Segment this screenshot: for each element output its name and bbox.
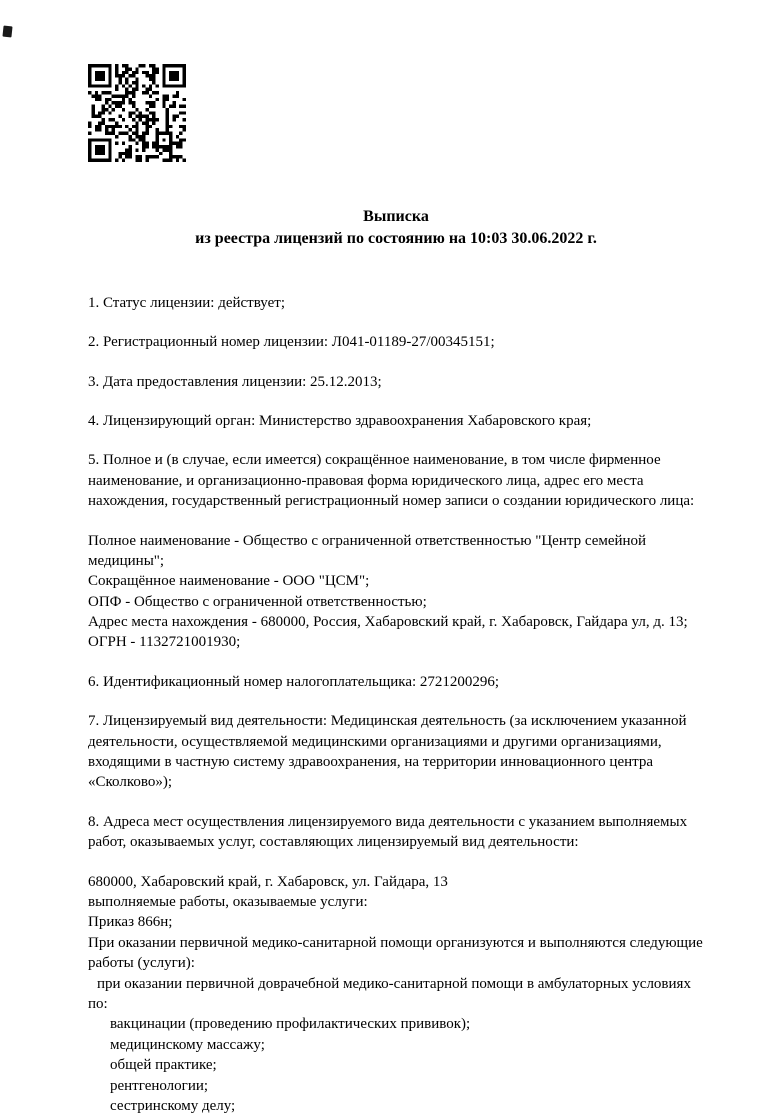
line-service-general-practice: общей практике; [110, 1057, 217, 1074]
paragraph-licensed-activity: 7. Лицензируемый вид деятельности: Медицинская деятельность (за исключением указанной деятельности, осуществляемой медицинскими организациями и другими организациями, входящими в частную систему здравоохранения, на территории инновационного центра «Сколково»); [88, 713, 687, 791]
paragraph-inn: 6. Идентификационный номер налогоплательщика: 2721200296; [88, 673, 500, 690]
line-order-866n: Приказ 866н; [88, 914, 173, 931]
activity-details-block [88, 872, 704, 1116]
title-line-1: Выписка [363, 208, 429, 225]
line-works-services-label: выполняемые работы, оказываемые услуги: [88, 893, 368, 910]
line-legal-form: ОПФ - Общество с ограниченной ответственностью; [88, 593, 427, 610]
line-address: Адрес места нахождения - 680000, Россия, Хабаровский край, г. Хабаровск, Гайдара ул, д. 13; [88, 614, 688, 631]
qr-code [88, 64, 186, 162]
title-line-2: из реестра лицензий по состоянию на 10:03 30.06.2022 г. [195, 230, 597, 248]
paragraph-activity-addresses-heading: 8. Адреса мест осуществления лицензируемого вида деятельности с указанием выполняемых работ, оказываемых услуг, составляющих лицензируемый вид деятельности: [88, 813, 688, 851]
line-service-vaccination: вакцинации (проведению профилактических прививок); [110, 1016, 471, 1033]
line-primary-care-intro: При оказании первичной медико-санитарной помощи организуются и выполняются следующие работы (услуги): [88, 934, 703, 972]
paragraph-grant-date: 3. Дата предоставления лицензии: 25.12.2013; [88, 373, 382, 390]
line-pre-medical-care: при оказании первичной доврачебной медико-санитарной помощи в амбулаторных условиях по: [88, 975, 691, 1012]
line-service-radiology: рентгенологии; [110, 1077, 209, 1094]
paragraph-registration-number: 2. Регистрационный номер лицензии: Л041-01189-27/00345151; [88, 334, 495, 351]
paragraph-license-status: 1. Статус лицензии: действует; [88, 294, 285, 311]
line-full-name: Полное наименование - Общество с ограниченной ответственностью "Центр семейной медицины"; [88, 532, 647, 569]
line-ogrn: ОГРН - 1132721001930; [88, 634, 241, 651]
scan-artifact [2, 26, 12, 38]
paragraph-licensing-authority: 4. Лицензирующий орган: Министерство здравоохранения Хабаровского края; [88, 412, 592, 429]
line-service-massage: медицинскому массажу; [110, 1036, 265, 1053]
org-details-block [88, 531, 704, 653]
line-service-nursing: сестринскому делу; [110, 1097, 236, 1114]
document-title [88, 206, 704, 251]
line-activity-address: 680000, Хабаровский край, г. Хабаровск, ул. Гайдара, 13 [88, 873, 448, 890]
line-short-name: Сокращённое наименование - ООО "ЦСМ"; [88, 573, 370, 590]
document-content [88, 206, 704, 1116]
paragraph-org-info-heading: 5. Полное и (в случае, если имеется) сокращённое наименование, в том числе фирменное наименование, и организационно-правовая форма юридического лица, адрес его места нахождения, государственный регистрационный номер записи о создании юридического лица: [88, 452, 695, 510]
